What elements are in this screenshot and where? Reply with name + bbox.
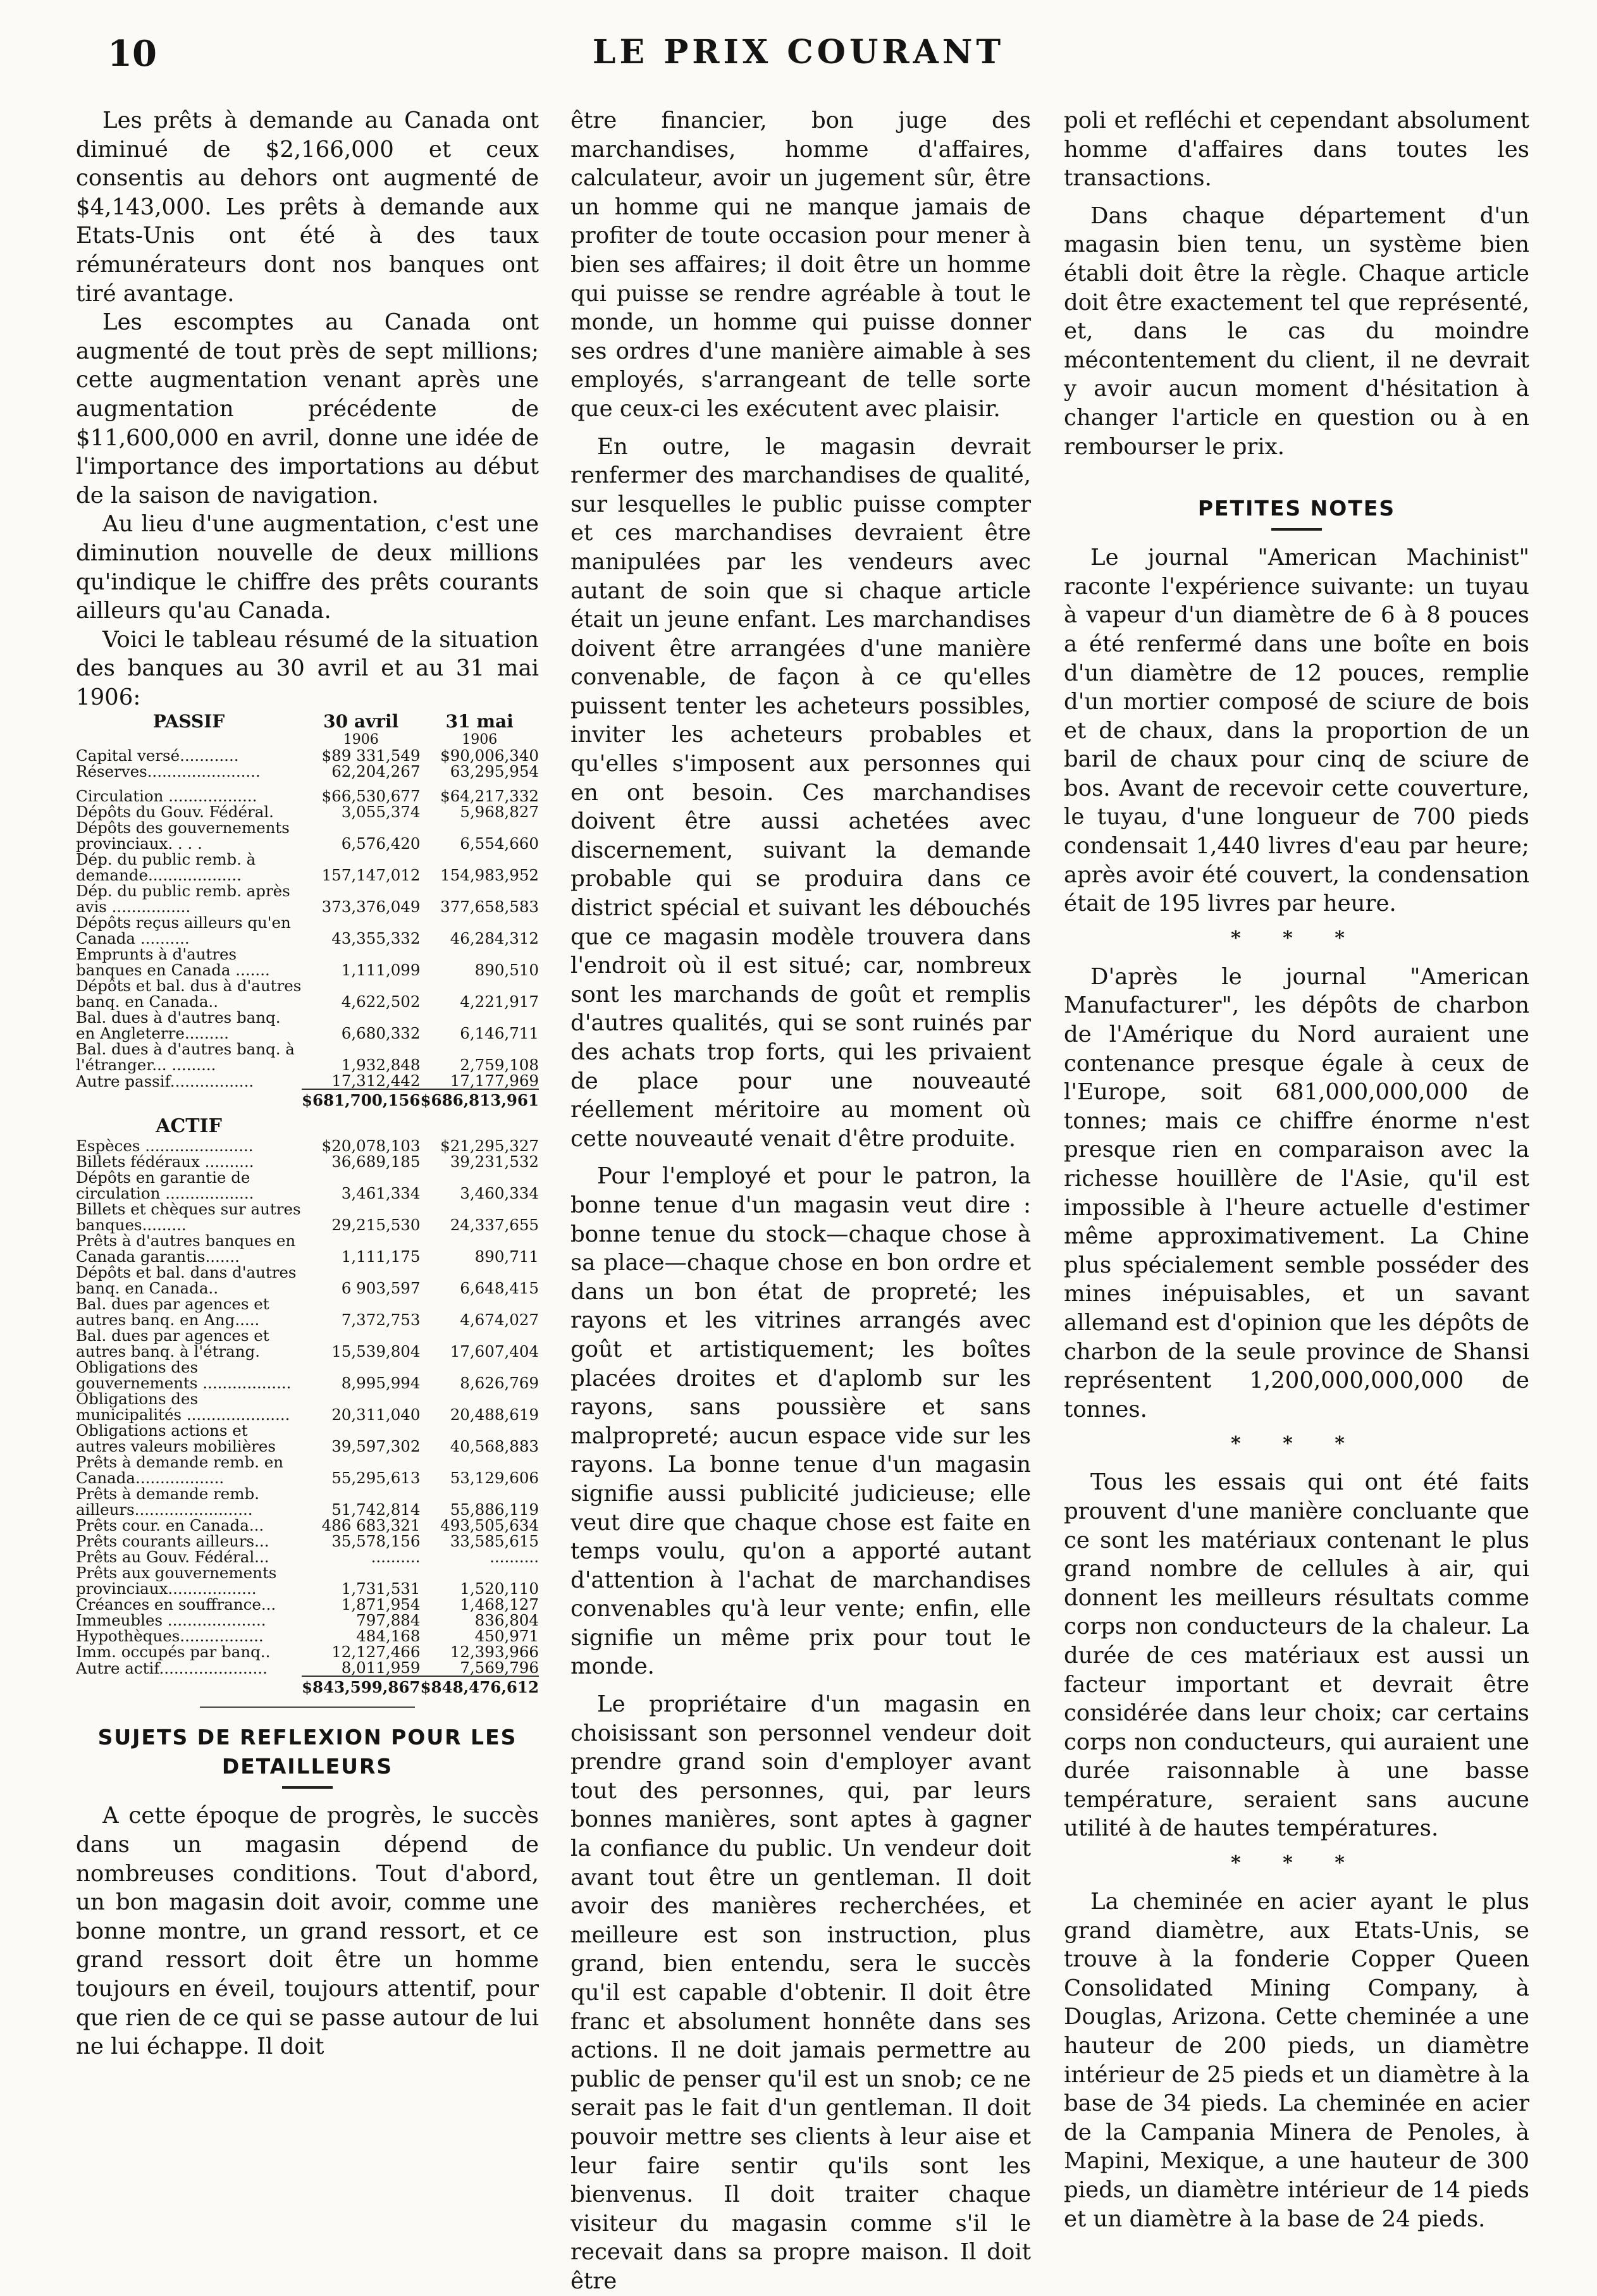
value-31-mai: 6,146,711 [460,1024,539,1043]
value-31-mai: 154,983,952 [440,866,539,885]
row-label: Emprunts à d'autres banques en Canada ....... [76,945,270,980]
value-30-avril: 8,995,994 [341,1374,421,1393]
value-30-avril: $89 331,549 [321,746,421,765]
table-row [76,1233,539,1264]
column-1 [76,106,539,2061]
row-label: Hypothèques................. [76,1627,264,1646]
value-31-mai: 33,585,615 [450,1532,539,1551]
value-30-avril: 17,312,442 [331,1071,421,1090]
value-31-mai: 1,520,110 [460,1579,539,1598]
table-row [76,1454,539,1486]
value-31-mai: 17,177,969 [450,1071,539,1090]
row-label: Prêts courants ailleurs... [76,1532,269,1551]
table-row [76,1359,539,1391]
value-31-mai: 12,393,966 [450,1643,539,1662]
table-row [76,946,539,978]
row-label: Billets fédéraux .......... [76,1152,254,1171]
value-31-mai: 6,648,415 [460,1279,539,1298]
table-row [76,1628,539,1644]
row-label: Billets et chèques sur autres banques......... [76,1200,301,1235]
value-30-avril: 1,871,954 [341,1595,421,1614]
paragraph: être financier, bon juge des marchandises, homme d'affaires, calculateur, avoir un jugement sûr, être un homme qui ne manque jamais de profiter de toute occasion pour mener à bien ses affaires; il doit être un homme qui puisse se rendre agréable à tout le monde, un homme qui puisse donner ses ordres d'une manière aimable à ses employés, s'arrangeant de telle sorte que ceux-ci les exécutent avec plaisir. [570,108,1031,422]
value-31-mai: 890,510 [474,961,539,980]
page-number: 10 [108,33,157,75]
paragraph: Dans chaque département d'un magasin bien tenu, un système bien établi doit être la règle. Chaque article doit être exactement tel que représenté, et, dans le cas du moindre mécontentement du client, il ne devrait y avoir aucun moment d'hésitation à changer l'article en question ou à en rembourser le prix. [1064,202,1529,460]
column-header-b: 31 mai [445,711,514,732]
value-30-avril: 4,622,502 [341,992,421,1011]
value-31-mai: $21,295,327 [440,1137,539,1156]
value-31-mai: 1,468,127 [460,1595,539,1614]
divider [200,1707,415,1708]
value-30-avril: 43,355,332 [331,929,421,948]
value-31-mai: 63,295,954 [450,762,539,781]
table-row [76,1009,539,1041]
paragraph: Les prêts à demande au Canada ont diminué de $2,166,000 et ceux consentis au dehors ont augmenté de $4,143,000. Les prêts à demande aux Etats-Unis ont été à des taux rémunérateurs dont nos banques ont tiré avantage. [76,108,539,307]
row-label: Immeubles .................... [76,1611,266,1630]
table-row [76,1533,539,1549]
section-heading: PETITES NOTES [1197,496,1396,521]
passif-total-row [76,1089,539,1108]
actif-total-b: $848,476,612 [420,1676,539,1695]
table-row [76,883,539,915]
value-30-avril: 6,576,420 [341,834,421,853]
value-31-mai: 8,626,769 [460,1374,539,1393]
value-30-avril: 8,011,959 [341,1658,421,1677]
value-31-mai: 17,607,404 [450,1342,539,1361]
row-label: Imm. occupés par banq.. [76,1643,271,1662]
passif-total-b: $686,813,961 [420,1089,539,1108]
row-label: Prêts au Gouv. Fédéral... [76,1548,269,1567]
value-30-avril: 36,689,185 [331,1152,421,1171]
value-30-avril: 20,311,040 [331,1405,421,1424]
page-header [0,33,1597,90]
separator-stars: * * * [1231,927,1362,949]
value-31-mai: 2,759,108 [460,1056,539,1075]
value-31-mai: 55,886,119 [450,1500,539,1519]
row-label: Prêts à d'autres banques en Canada garantis....... [76,1231,296,1266]
value-31-mai: $64,217,332 [440,787,539,806]
value-31-mai: .......... [490,1548,539,1567]
table-row [76,1154,539,1170]
row-label: Prêts à demande remb. ailleurs........................ [76,1484,259,1519]
value-30-avril: 1,111,175 [341,1247,421,1266]
table-row [76,1660,539,1676]
table-row [76,1041,539,1073]
actif-heading-row [76,1108,539,1138]
article-title: SUJETS DE REFLEXION POUR LES DETAILLEURS [97,1725,517,1779]
value-31-mai: 377,658,583 [440,898,539,917]
column-3 [1064,106,1529,2233]
journal-title: LE PRIX COURANT [592,33,1005,71]
value-31-mai: 7,569,796 [460,1658,539,1677]
paragraph: A cette époque de progrès, le succès dans un magasin dépend de nombreuses conditions. Tout d'abord, un bon magasin doit avoir, comme une bonne montre, un grand ressort, et ce grand ressort doit être un homme toujours en éveil, toujours attentif, pour que rien de ce qui se passe autour de lui ne lui échappe. Il doit [76,1803,539,2060]
table-row [76,1138,539,1154]
paragraph: Tous les essais qui ont été faits prouvent d'une manière concluante que ce sont les matériaux contenant le plus grand nombre de cellules à air, qui donnent les meilleurs résultats comme corps non conducteurs de la chaleur. La durée de ces matériaux est aussi un facteur important et devrait être considérée dans leur choix; car certains corps non conducteurs, qui auraient une durée raisonnable à une basse température, seraient sans aucune utilité à de hautes températures. [1064,1469,1529,1842]
title-rule [282,1786,333,1789]
table-row [76,1328,539,1359]
row-label: Dépôts reçus ailleurs qu'en Canada .......... [76,913,291,948]
year-row [76,732,539,748]
value-31-mai: 6,554,660 [460,834,539,853]
value-30-avril: 1,111,099 [341,961,421,980]
value-31-mai: 39,231,532 [450,1152,539,1171]
value-30-avril: 12,127,466 [331,1643,421,1662]
paragraph: En outre, le magasin devrait renfermer des marchandises de qualité, sur lesquelles le public puisse compter et ces marchandises devraient être manipulées par les vendeurs avec autant de soin que si chaque article était un jeune enfant. Les marchandises doivent être arrangées d'une manière convenable, de façon à ce qu'elles puissent tenter les acheteurs possibles, inviter les acheteurs probables et qu'elles s'imposent aux personnes qui en ont besoin. Ces marchandises doivent être aussi achetées avec discernement, suivant la demande probable qui se produira dans ce district spécial et suivant les débouchés que ce magasin modèle trouvera dans l'endroit où il est situé; car, nombreux sont les marchands de goût et remplis d'autres qualités, qui se sont ruinés par des achats trop forts, qui les privaient de place pour une nouveauté réellement méritoire au moment où cette nouveauté venait d'être produite. [570,433,1031,1152]
row-label: Autre passif................. [76,1072,254,1091]
value-30-avril: 373,376,049 [321,898,421,917]
value-31-mai: 20,488,619 [450,1405,539,1424]
column-header-a: 30 avril [323,711,399,732]
table-row [76,1596,539,1612]
table-row [76,1612,539,1628]
table-row [76,1644,539,1660]
table-row [76,788,539,804]
row-label: Circulation .................. [76,787,257,806]
table-row [76,1517,539,1533]
value-31-mai: 5,968,827 [460,803,539,822]
table-row [76,763,539,779]
paragraph: Le propriétaire d'un magasin en choisissant son personnel vendeur doit prendre grand soin d'employer avant tout des personnes, qui, par leurs bonnes manières, sont aptes à gagner la confiance du public. Un vendeur doit avant tout être un gentleman. Il doit avoir des manières recherchées, et meilleure est son instruction, plus grand, bien entendu, sera le succès qu'il est capable d'obtenir. Il doit être franc et absolument honnête dans ses actions. Il ne doit jamais permettre au public de penser qu'il est un snob; ce ne serait pas le fait d'un gentleman. Il doit pouvoir mettre ses clients à leur aise et leur faire sentir qu'ils sont les bienvenus. Il doit traiter chaque visiteur du magasin comme s'il le recevait dans sa propre maison. Il doit être [570,1691,1031,2294]
table-row [76,748,539,763]
row-label: Obligations actions et autres valeurs mobilières [76,1421,276,1456]
row-label: Prêts cour. en Canada... [76,1516,264,1535]
table-row [76,1423,539,1454]
table-header-row [76,712,539,732]
value-30-avril: 486 683,321 [321,1516,421,1535]
paragraph: D'après le journal "American Manufacturer", les dépôts de charbon de l'Amérique du Nord auraient une contenance presque égale à ceux de l'Europe, soit 681,000,000,000 de tonnes; mais ce chiffre énorme n'est presque rien en comparaison avec la richesse houillère de l'Asie, qu'il est impossible à l'heure actuelle d'estimer même approximativement. La Chine plus spécialement semble posséder des mines inépuisables, et un savant allemand est d'opinion que les dépôts de charbon de la seule province de Shansi représentent 1,200,000,000,000 de tonnes. [1064,963,1529,1423]
passif-total-a: $681,700,156 [302,1089,421,1108]
paragraph: Pour l'employé et pour le patron, la bonne tenue d'un magasin veut dire : bonne tenue du stock—chaque chose à sa place—chaque chose en bon ordre et dans un bon état de propreté; les rayons et les vitrines arrangés avec goût et artistiquement; les boîtes placées droites et d'aplomb sur les rayons, sans poussière et sans malpropreté; aucun espace vide sur les rayons. La bonne tenue d'un magasin signifie aussi publicité judicieuse; elle veut dire que chaque chose est faite en temps voulu, qu'on a apporté autant d'attention à l'achat de marchandises convenables qu'à leur vente; enfin, elle signifie un même prix pour tout le monde. [570,1163,1031,1680]
table-row [76,1264,539,1296]
table-row [76,804,539,820]
value-31-mai: 46,284,312 [450,929,539,948]
heading-rule [1271,528,1322,531]
value-30-avril: 29,215,530 [331,1216,421,1235]
value-30-avril: 1,731,531 [341,1579,421,1598]
row-label: Dép. du public remb. à demande................... [76,850,256,885]
row-label: Dépôts et bal. dus à d'autres banq. en Canada.. [76,977,302,1011]
paragraph: poli et refléchi et cependant absolument homme d'affaires dans toutes les transactions. [1064,108,1529,192]
value-31-mai: 4,221,917 [460,992,539,1011]
row-label: Réserves....................... [76,762,261,781]
paragraph: Voici le tableau résumé de la situation des banques au 30 avril et au 31 mai 1906: [76,626,539,710]
column-2 [570,106,1031,2296]
value-30-avril: 3,461,334 [341,1184,421,1203]
row-label: Bal. dues à d'autres banq. en Angleterre......... [76,1008,281,1043]
value-30-avril: 7,372,753 [341,1311,421,1330]
row-label: Bal. dues à d'autres banq. à l'étranger... ......... [76,1040,295,1075]
row-label: Créances en souffrance... [76,1595,276,1614]
paragraph: Au lieu d'une augmentation, c'est une diminution nouvelle de deux millions qu'indique le chiffre des prêts courants ailleurs qu'au Canada. [76,511,539,624]
row-label: Obligations des municipalités ..................... [76,1390,290,1424]
value-31-mai: $90,006,340 [440,746,539,765]
passif-heading: PASSIF [152,711,225,732]
value-30-avril: 51,742,814 [331,1500,421,1519]
row-label: Prêts aux gouvernements provinciaux.................. [76,1564,277,1598]
value-30-avril: 15,539,804 [331,1342,421,1361]
year-b: 1906 [462,732,498,748]
value-30-avril: $20,078,103 [321,1137,421,1156]
row-label: Bal. dues par agences et autres banq. en Ang..... [76,1295,269,1330]
table-row [76,1296,539,1328]
value-31-mai: 4,674,027 [460,1311,539,1330]
table-row [76,1170,539,1201]
value-30-avril: .......... [371,1548,421,1567]
value-30-avril: 55,295,613 [331,1469,421,1488]
separator-stars: * * * [1231,1852,1362,1875]
value-31-mai: 890,711 [474,1247,539,1266]
value-30-avril: 3,055,374 [341,803,421,822]
value-31-mai: 493,505,634 [440,1516,539,1535]
separator-stars: * * * [1231,1433,1362,1455]
row-label: Bal. dues par agences et autres banq. à l'étrang. [76,1326,269,1361]
year-a: 1906 [343,732,379,748]
actif-total-a: $843,599,867 [302,1676,421,1695]
row-label: Obligations des gouvernements .................. [76,1358,292,1393]
row-label: Espèces ...................... [76,1137,254,1156]
value-30-avril: 39,597,302 [331,1437,421,1456]
actif-total-row [76,1676,539,1695]
value-30-avril: $66,530,677 [321,787,421,806]
value-30-avril: 1,932,848 [341,1056,421,1075]
value-30-avril: 6,680,332 [341,1024,421,1043]
row-label: Capital versé............ [76,746,239,765]
row-label: Dépôts et bal. dans d'autres banq. en Canada.. [76,1263,297,1298]
row-label: Autre actif...................... [76,1659,268,1678]
value-30-avril: 157,147,012 [321,866,421,885]
table-row [76,1391,539,1423]
paragraph: Le journal "American Machinist" raconte l'expérience suivante: un tuyau à vapeur d'un diamètre de 6 à 8 pouces a été renfermé dans une boîte en bois d'un diamètre de 12 pouces, remplie d'un mortier composé de sciure de bois et de chaux, dans la proportion de un baril de chaux pour cinq de sciure de bos. Avant de recevoir cette couverture, le tuyau, d'une longueur de 700 pieds condensait 1,440 livres d'eau par heure; après avoir été couvert, la condensation était de 195 livres par heure. [1064,545,1529,917]
row-label: Dépôts du Gouv. Fédéral. [76,803,274,822]
value-31-mai: 24,337,655 [450,1216,539,1235]
table-row [76,851,539,883]
value-31-mai: 450,971 [474,1627,539,1646]
row-label: Dépôts en garantie de circulation .................. [76,1168,254,1203]
value-30-avril: 35,578,156 [331,1532,421,1551]
table-row [76,1073,539,1089]
row-label: Dépôts des gouvernements provinciaux. . . . [76,818,290,853]
row-label: Prêts à demande remb. en Canada.................. [76,1453,284,1488]
table-row [76,1549,539,1565]
value-31-mai: 836,804 [474,1611,539,1630]
table-row [76,1486,539,1517]
row-label: Dép. du public remb. après avis ................ [76,882,290,917]
value-31-mai: 3,460,334 [460,1184,539,1203]
value-30-avril: 797,884 [356,1611,421,1630]
value-30-avril: 484,168 [356,1627,421,1646]
table-row [76,978,539,1009]
value-31-mai: 40,568,883 [450,1437,539,1456]
paragraph: La cheminée en acier ayant le plus grand diamètre, aux Etats-Unis, se trouve à la fonderie Copper Queen Consolidated Mining Company, à Douglas, Arizona. Cette cheminée a une hauteur de 200 pieds, un diamètre intérieur de 25 pieds et un diamètre à la base de 34 pieds. La cheminée en acier de la Campania Minera de Penoles, à Mapini, Mexique, a une hauteur de 300 pieds, un diamètre intérieur de 14 pieds et un diamètre à la base de 24 pieds. [1064,1889,1529,2232]
value-31-mai: 53,129,606 [450,1469,539,1488]
table-row [76,915,539,946]
value-30-avril: 62,204,267 [331,762,421,781]
table-row [76,1565,539,1596]
value-30-avril: 6 903,597 [341,1279,421,1298]
paragraph: Les escomptes au Canada ont augmenté de tout près de sept millions; cette augmentation venant après une augmentation précédente de $11,600,000 en avril, donne une idée de l'importance des importations au début de la saison de navigation. [76,309,539,509]
table-row [76,1201,539,1233]
bank-statement-table [76,712,539,1695]
actif-heading: ACTIF [156,1115,222,1138]
table-row [76,820,539,851]
